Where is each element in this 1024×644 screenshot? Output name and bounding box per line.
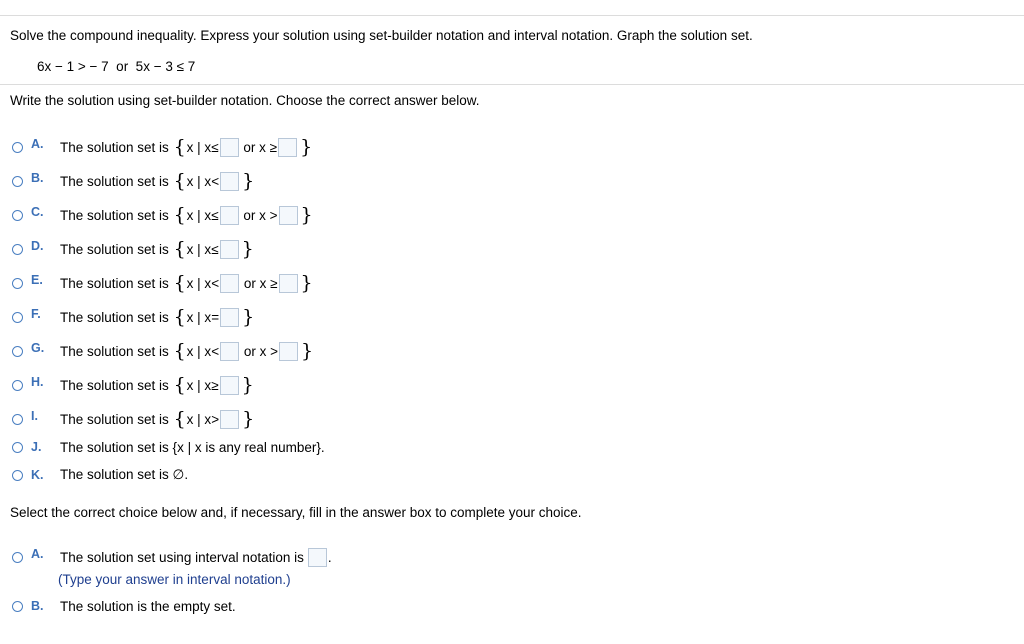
or-variable: or x xyxy=(243,343,267,359)
radio-j[interactable] xyxy=(12,442,23,453)
radio-g[interactable] xyxy=(12,346,23,357)
answer-box-1[interactable] xyxy=(220,172,239,191)
spacer xyxy=(169,140,173,155)
radio-a[interactable] xyxy=(12,142,23,153)
close-brace: } xyxy=(300,136,313,158)
open-brace: { xyxy=(173,408,186,430)
open-brace: { xyxy=(173,136,186,158)
radio-d[interactable] xyxy=(12,244,23,255)
open-brace: { xyxy=(173,272,186,294)
option-j[interactable] xyxy=(12,437,325,457)
option-letter: B. xyxy=(31,599,44,613)
close-brace: } xyxy=(300,204,313,226)
set-variable: x | x xyxy=(186,139,212,155)
radio-i[interactable] xyxy=(12,414,23,425)
interval-option-a[interactable] xyxy=(12,547,332,567)
answer-box-2[interactable] xyxy=(279,342,298,361)
answer-box-2[interactable] xyxy=(279,206,298,225)
option-i[interactable] xyxy=(12,409,255,429)
option-c[interactable] xyxy=(12,205,314,225)
close-brace: } xyxy=(242,306,255,328)
close-brace: } xyxy=(242,408,255,430)
or-variable: or x xyxy=(243,275,267,291)
answer-box-1[interactable] xyxy=(220,308,239,327)
option-d[interactable] xyxy=(12,239,255,259)
option-letter: J. xyxy=(31,440,42,454)
radio-f[interactable] xyxy=(12,312,23,323)
option-letter: G. xyxy=(31,341,45,355)
open-brace: { xyxy=(173,204,186,226)
question-prompt: Solve the compound inequality. Express your solution using set-builder notation and interval notation. Graph the solution set. xyxy=(10,28,753,43)
answer-box-1[interactable] xyxy=(220,240,239,259)
operator-1: ≥ xyxy=(211,377,219,393)
answer-box-2[interactable] xyxy=(278,138,297,157)
compound-inequality: 6x − 1 > − 7 or 5x − 3 ≤ 7 xyxy=(37,59,196,74)
operator-1: > xyxy=(211,411,220,427)
operator-2: > xyxy=(270,343,279,359)
part2-prompt: Select the correct choice below and, if necessary, fill in the answer box to complete your choice. xyxy=(10,505,582,520)
option-k-text: The solution set is ∅. xyxy=(60,467,189,482)
option-k[interactable] xyxy=(12,465,188,485)
option-prefix: The solution set is xyxy=(60,377,169,393)
radio-c[interactable] xyxy=(12,210,23,221)
answer-box-1[interactable] xyxy=(220,342,239,361)
operator-1: < xyxy=(211,173,220,189)
option-letter: C. xyxy=(31,205,44,219)
answer-box-1[interactable] xyxy=(220,274,239,293)
operator-1: < xyxy=(211,275,220,291)
option-letter: A. xyxy=(31,547,44,561)
operator-1: ≤ xyxy=(211,207,219,223)
set-variable: x | x xyxy=(186,207,212,223)
close-brace: } xyxy=(241,238,254,260)
or-variable: or x xyxy=(243,207,266,223)
open-brace: { xyxy=(173,306,186,328)
spacer xyxy=(169,310,173,325)
open-brace: { xyxy=(173,374,186,396)
answer-box-1[interactable] xyxy=(220,410,239,429)
close-brace: } xyxy=(300,272,313,294)
option-letter: D. xyxy=(31,239,44,253)
spacer xyxy=(169,174,173,189)
set-variable: x | x xyxy=(186,411,212,427)
question-divider xyxy=(0,84,1024,85)
interval-option-b[interactable] xyxy=(12,596,236,616)
set-variable: x | x xyxy=(186,173,212,189)
spacer xyxy=(169,378,173,393)
close-brace: } xyxy=(301,340,314,362)
answer-box-2[interactable] xyxy=(279,274,298,293)
option-e[interactable] xyxy=(12,273,314,293)
set-variable: x | x xyxy=(186,275,212,291)
option-prefix: The solution set is xyxy=(60,275,169,291)
set-variable: x | x xyxy=(186,343,212,359)
spacer xyxy=(169,208,173,223)
operator-1: ≤ xyxy=(211,139,219,155)
open-brace: { xyxy=(173,238,186,260)
interval-option-b-text: The solution is the empty set. xyxy=(60,598,236,614)
radio-e[interactable] xyxy=(12,278,23,289)
radio-h[interactable] xyxy=(12,380,23,391)
option-prefix: The solution set is xyxy=(60,411,169,427)
option-prefix: The solution set is xyxy=(60,309,169,325)
answer-box-1[interactable] xyxy=(220,376,239,395)
answer-box-1[interactable] xyxy=(220,138,239,157)
or-variable: or x xyxy=(243,139,266,155)
close-brace: } xyxy=(242,170,255,192)
option-prefix: The solution set is xyxy=(60,207,169,223)
option-letter: A. xyxy=(31,137,44,151)
operator-1: = xyxy=(211,309,220,325)
option-letter: B. xyxy=(31,171,44,185)
operator-1: ≤ xyxy=(211,241,219,257)
spacer xyxy=(169,242,173,257)
interval-option-a-text: The solution set using interval notation is xyxy=(60,549,304,565)
option-letter: I. xyxy=(31,409,38,423)
option-g[interactable] xyxy=(12,341,314,361)
operator-1: < xyxy=(211,343,220,359)
radio-b[interactable] xyxy=(12,176,23,187)
radio-interval-b[interactable] xyxy=(12,601,23,612)
set-variable: x | x xyxy=(186,377,212,393)
answer-box-1[interactable] xyxy=(220,206,239,225)
part1-prompt: Write the solution using set-builder notation. Choose the correct answer below. xyxy=(10,93,480,108)
spacer xyxy=(169,344,173,359)
option-a[interactable] xyxy=(12,137,313,157)
option-letter: F. xyxy=(31,307,41,321)
option-prefix: The solution set is xyxy=(60,343,169,359)
operator-2: > xyxy=(269,207,278,223)
option-h[interactable] xyxy=(12,375,255,395)
radio-k[interactable] xyxy=(12,470,23,481)
interval-hint: (Type your answer in interval notation.) xyxy=(58,572,291,587)
option-letter: H. xyxy=(31,375,44,389)
radio-interval-a[interactable] xyxy=(12,552,23,563)
spacer xyxy=(169,412,173,427)
option-j-text: The solution set is {x | x is any real number}. xyxy=(60,439,325,455)
open-brace: { xyxy=(173,340,186,362)
option-prefix: The solution set is xyxy=(60,241,169,257)
operator-2: ≥ xyxy=(269,139,278,155)
option-letter: E. xyxy=(31,273,43,287)
set-variable: x | x xyxy=(186,309,212,325)
open-brace: { xyxy=(173,170,186,192)
set-variable: x | x xyxy=(186,241,212,257)
interval-answer-box[interactable] xyxy=(308,548,327,567)
spacer xyxy=(169,276,173,291)
top-divider xyxy=(0,15,1024,16)
option-b[interactable] xyxy=(12,171,255,191)
option-letter: K. xyxy=(31,468,44,482)
option-f[interactable] xyxy=(12,307,255,327)
option-prefix: The solution set is xyxy=(60,173,169,189)
operator-2: ≥ xyxy=(270,275,278,291)
period: . xyxy=(327,549,332,565)
close-brace: } xyxy=(241,374,254,396)
option-prefix: The solution set is xyxy=(60,139,169,155)
